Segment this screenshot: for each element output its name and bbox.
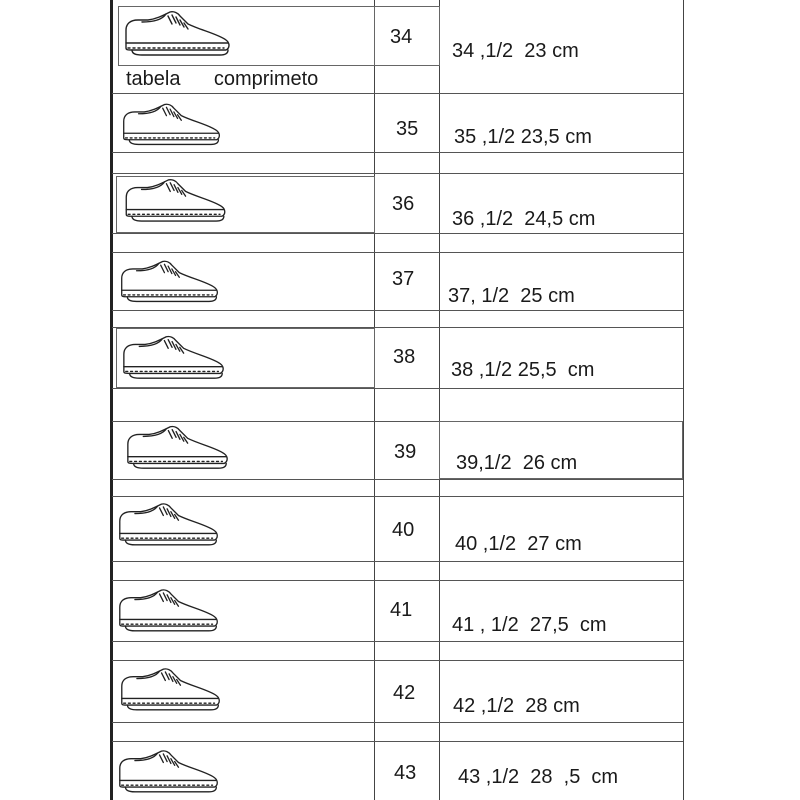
row-divider bbox=[112, 561, 683, 562]
sneaker-outline-icon bbox=[116, 584, 222, 636]
row-divider bbox=[112, 93, 683, 94]
sneaker-outline-icon bbox=[120, 100, 224, 148]
shoe-size-cell: 34 bbox=[390, 26, 413, 48]
shoe-size-cell: 37 bbox=[392, 268, 415, 290]
shoe-size-cell: 36 bbox=[392, 193, 415, 215]
row-divider bbox=[112, 580, 683, 581]
shoe-size-cell: 39 bbox=[394, 441, 417, 463]
row-divider bbox=[112, 233, 683, 234]
foot-length-cell: 40 ,1/2 27 cm bbox=[455, 533, 582, 555]
foot-length-cell: 43 ,1/2 28 ,5 cm bbox=[458, 766, 619, 788]
foot-length-cell: 36 ,1/2 24,5 cm bbox=[452, 208, 596, 230]
row-divider bbox=[112, 252, 683, 253]
sneaker-outline-icon bbox=[122, 10, 234, 56]
sneaker-outline-icon bbox=[116, 500, 222, 548]
foot-length-cell: 35 ,1/2 23,5 cm bbox=[454, 126, 592, 148]
row-divider bbox=[112, 496, 683, 497]
shoe-size-cell: 40 bbox=[392, 519, 415, 541]
row-divider bbox=[112, 641, 683, 642]
sneaker-outline-icon bbox=[116, 746, 222, 796]
column-divider-length bbox=[439, 0, 440, 800]
row-divider bbox=[112, 741, 683, 742]
shoe-size-cell: 38 bbox=[393, 346, 416, 368]
shoe-size-cell: 42 bbox=[393, 682, 416, 704]
sneaker-outline-icon bbox=[118, 258, 222, 304]
foot-length-cell: 38 ,1/2 25,5 cm bbox=[451, 359, 595, 381]
row-divider bbox=[112, 310, 683, 311]
sneaker-outline-icon bbox=[120, 332, 228, 382]
row-divider bbox=[112, 722, 683, 723]
table-right-border bbox=[683, 0, 684, 800]
sneaker-outline-icon bbox=[118, 664, 224, 714]
row-divider bbox=[112, 173, 683, 174]
row-divider bbox=[112, 152, 683, 153]
row-divider bbox=[112, 660, 683, 661]
foot-length-cell: 34 ,1/2 23 cm bbox=[452, 40, 579, 62]
shoe-size-cell: 35 bbox=[396, 118, 419, 140]
shoe-size-cell: 43 bbox=[394, 762, 417, 784]
foot-length-cell: 42 ,1/2 28 cm bbox=[453, 695, 580, 717]
foot-length-cell: 37, 1/2 25 cm bbox=[448, 285, 575, 307]
table-left-border bbox=[110, 0, 113, 800]
foot-length-cell: 41 , 1/2 27,5 cm bbox=[452, 614, 607, 636]
row-divider bbox=[112, 388, 683, 389]
shoe-size-cell: 41 bbox=[390, 599, 413, 621]
sneaker-outline-icon bbox=[124, 424, 232, 470]
column-divider-size bbox=[374, 0, 375, 800]
sneaker-outline-icon bbox=[122, 178, 230, 222]
foot-length-cell: 39,1/2 26 cm bbox=[456, 452, 578, 474]
row-divider bbox=[112, 479, 683, 480]
table-header-label: tabela comprimeto bbox=[126, 68, 319, 90]
